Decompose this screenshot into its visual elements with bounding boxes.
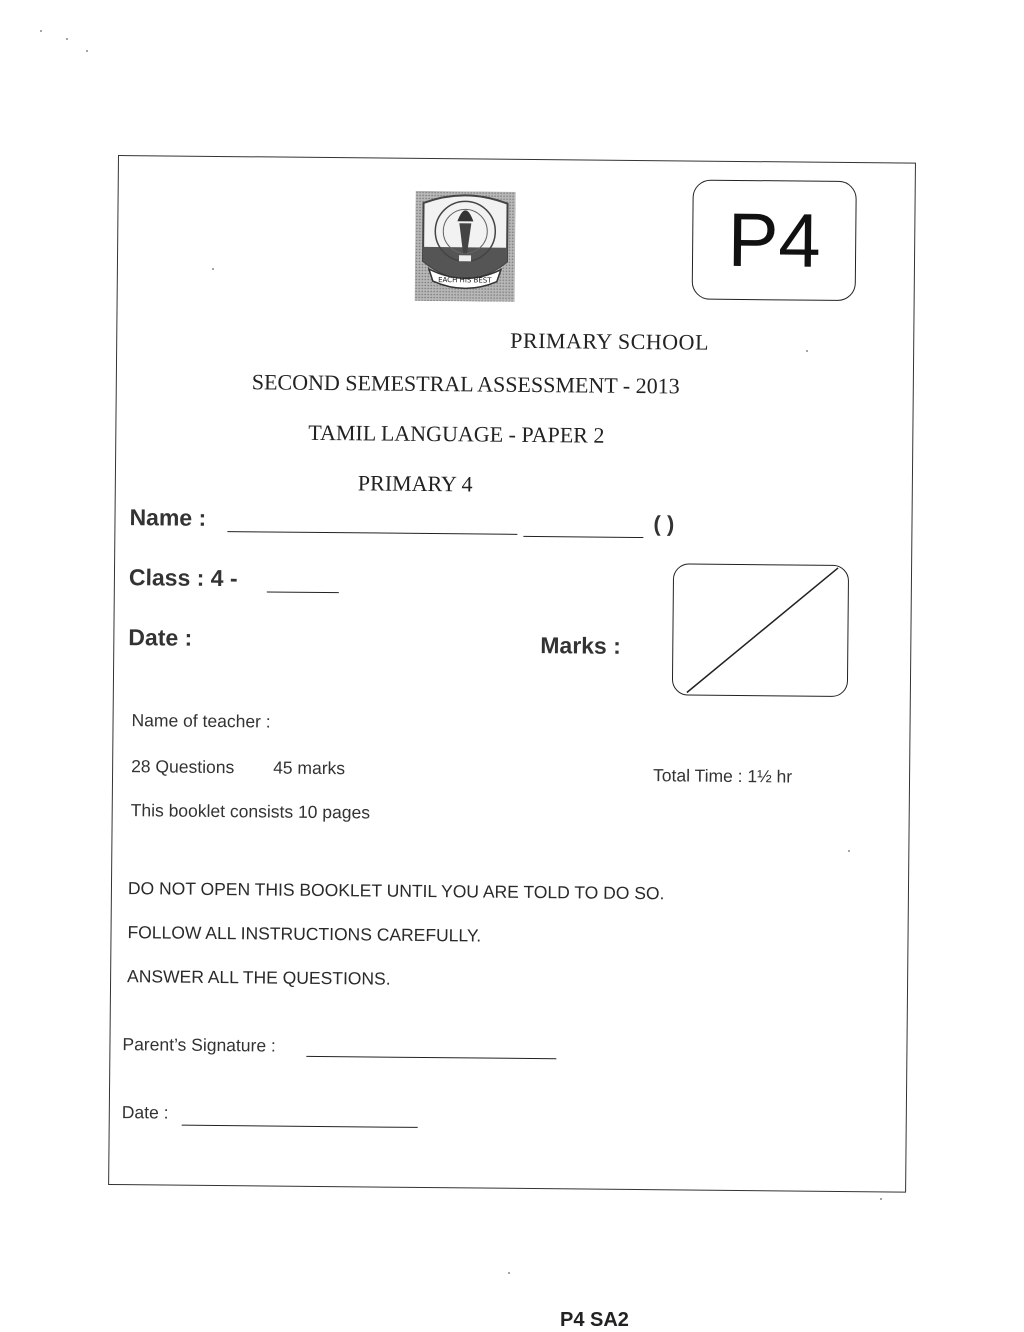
marks-box bbox=[672, 563, 849, 697]
parent-signature-label: Parent’s Signature : bbox=[122, 1034, 276, 1056]
cover-page-frame bbox=[108, 155, 916, 1193]
name-label: Name : bbox=[129, 504, 207, 531]
total-marks: 45 marks bbox=[273, 757, 346, 779]
scan-speck bbox=[806, 350, 808, 352]
scan-speck bbox=[66, 38, 68, 40]
scan-speck bbox=[212, 268, 214, 270]
marks-label: Marks : bbox=[540, 632, 621, 659]
page-count-note: This booklet consists 10 pages bbox=[130, 800, 371, 823]
class-label: Class : 4 - bbox=[128, 564, 238, 592]
scan-speck bbox=[848, 850, 850, 852]
scan-speck bbox=[880, 1198, 882, 1200]
instruction-line: ANSWER ALL THE QUESTIONS. bbox=[127, 966, 391, 989]
date-label: Date : bbox=[128, 624, 193, 651]
total-time: Total Time : 1½ hr bbox=[652, 765, 793, 787]
register-number-field[interactable]: ( ) bbox=[653, 511, 675, 537]
parent-signature-field[interactable] bbox=[306, 1056, 556, 1059]
class-field[interactable] bbox=[267, 591, 339, 593]
svg-text:EACH HIS BEST: EACH HIS BEST bbox=[438, 276, 492, 285]
school-name: PRIMARY SCHOOL bbox=[510, 327, 710, 355]
scan-speck bbox=[508, 1272, 510, 1274]
level-title: PRIMARY 4 bbox=[357, 470, 473, 497]
instruction-line: FOLLOW ALL INSTRUCTIONS CAREFULLY. bbox=[127, 922, 482, 946]
grade-level-box bbox=[692, 180, 857, 302]
name-field[interactable] bbox=[227, 531, 517, 535]
paper-title: TAMIL LANGUAGE - PAPER 2 bbox=[308, 419, 605, 448]
signature-date-label: Date : bbox=[121, 1102, 169, 1123]
name-field-extension[interactable] bbox=[523, 536, 643, 538]
teacher-label: Name of teacher : bbox=[131, 710, 271, 732]
scan-speck bbox=[40, 30, 42, 32]
scan-speck bbox=[86, 50, 88, 52]
signature-date-field[interactable] bbox=[182, 1125, 418, 1128]
question-count: 28 Questions bbox=[131, 756, 235, 778]
grade-level-text: P4 bbox=[727, 197, 822, 284]
assessment-title: SECOND SEMESTRAL ASSESSMENT - 2013 bbox=[251, 369, 680, 399]
school-crest-logo bbox=[415, 191, 516, 302]
marks-box-diagonal bbox=[673, 564, 848, 696]
instruction-line: DO NOT OPEN THIS BOOKLET UNTIL YOU ARE TOLD TO DO SO. bbox=[127, 878, 665, 904]
footer-code: P4 SA2 bbox=[560, 1309, 629, 1331]
